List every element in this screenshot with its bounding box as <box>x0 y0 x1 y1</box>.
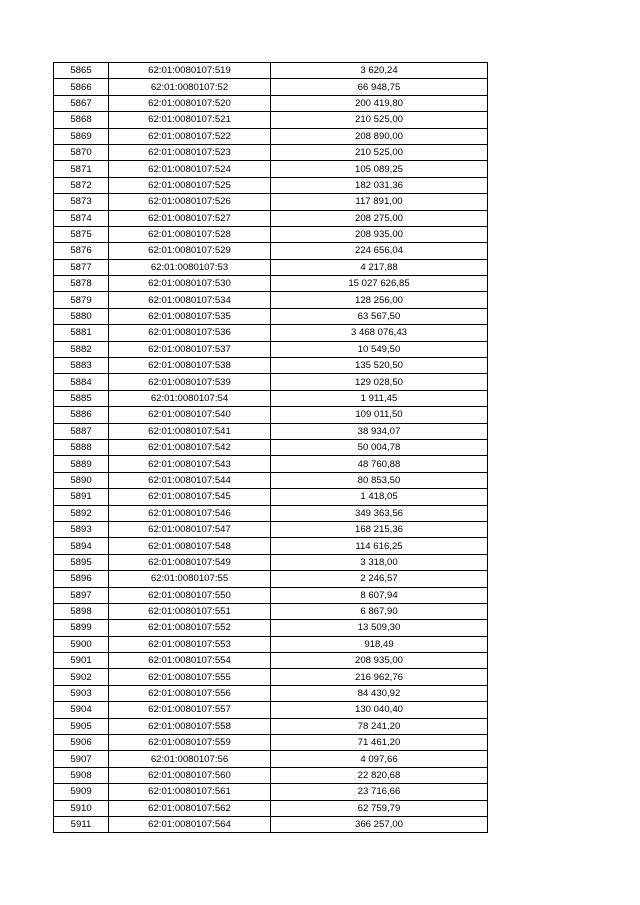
row-number-cell: 5887 <box>54 423 109 439</box>
row-number-cell: 5876 <box>54 243 109 259</box>
cadastral-value-cell: 114 616,25 <box>271 538 488 554</box>
table-row <box>54 751 488 767</box>
table-row <box>54 325 488 341</box>
row-number-cell: 5878 <box>54 276 109 292</box>
table-row <box>54 308 488 324</box>
cadastral-number-cell: 62:01:0080107:520 <box>109 95 271 111</box>
cadastral-value-cell: 366 257,00 <box>271 816 488 832</box>
row-number-cell: 5866 <box>54 79 109 95</box>
row-number-cell: 5865 <box>54 63 109 79</box>
row-number-cell: 5890 <box>54 472 109 488</box>
table-row <box>54 276 488 292</box>
cadastral-number-cell: 62:01:0080107:525 <box>109 177 271 193</box>
cadastral-number-cell: 62:01:0080107:555 <box>109 669 271 685</box>
cadastral-value-cell: 130 040,40 <box>271 702 488 718</box>
cadastral-number-cell: 62:01:0080107:544 <box>109 472 271 488</box>
row-number-cell: 5879 <box>54 292 109 308</box>
cadastral-number-cell: 62:01:0080107:553 <box>109 636 271 652</box>
cadastral-value-cell: 208 890,00 <box>271 128 488 144</box>
table-row <box>54 63 488 79</box>
row-number-cell: 5889 <box>54 456 109 472</box>
table-row <box>54 79 488 95</box>
row-number-cell: 5881 <box>54 325 109 341</box>
cadastral-number-cell: 62:01:0080107:537 <box>109 341 271 357</box>
cadastral-number-cell: 62:01:0080107:549 <box>109 554 271 570</box>
cadastral-number-cell: 62:01:0080107:558 <box>109 718 271 734</box>
table-row <box>54 374 488 390</box>
cadastral-number-cell: 62:01:0080107:523 <box>109 144 271 160</box>
cadastral-value-cell: 71 461,20 <box>271 735 488 751</box>
cadastral-value-cell: 2 246,57 <box>271 571 488 587</box>
table-row <box>54 587 488 603</box>
table-row <box>54 358 488 374</box>
table-row <box>54 456 488 472</box>
table-row <box>54 735 488 751</box>
table-row <box>54 620 488 636</box>
cadastral-value-cell: 80 853,50 <box>271 472 488 488</box>
cadastral-number-cell: 62:01:0080107:54 <box>109 390 271 406</box>
row-number-cell: 5905 <box>54 718 109 734</box>
cadastral-value-cell: 38 934,07 <box>271 423 488 439</box>
cadastral-number-cell: 62:01:0080107:522 <box>109 128 271 144</box>
cadastral-number-cell: 62:01:0080107:536 <box>109 325 271 341</box>
cadastral-number-cell: 62:01:0080107:548 <box>109 538 271 554</box>
row-number-cell: 5891 <box>54 489 109 505</box>
row-number-cell: 5884 <box>54 374 109 390</box>
cadastral-number-cell: 62:01:0080107:540 <box>109 407 271 423</box>
table-row <box>54 259 488 275</box>
cadastral-value-table <box>53 62 488 833</box>
cadastral-number-cell: 62:01:0080107:534 <box>109 292 271 308</box>
row-number-cell: 5906 <box>54 735 109 751</box>
cadastral-value-cell: 22 820,68 <box>271 767 488 783</box>
cadastral-number-cell: 62:01:0080107:521 <box>109 112 271 128</box>
cadastral-number-cell: 62:01:0080107:524 <box>109 161 271 177</box>
row-number-cell: 5895 <box>54 554 109 570</box>
row-number-cell: 5893 <box>54 521 109 537</box>
table-row <box>54 144 488 160</box>
row-number-cell: 5888 <box>54 439 109 455</box>
cadastral-value-cell: 4 097,66 <box>271 751 488 767</box>
cadastral-value-cell: 4 217,88 <box>271 259 488 275</box>
row-number-cell: 5898 <box>54 603 109 619</box>
row-number-cell: 5875 <box>54 226 109 242</box>
cadastral-number-cell: 62:01:0080107:557 <box>109 702 271 718</box>
cadastral-number-cell: 62:01:0080107:547 <box>109 521 271 537</box>
table-row <box>54 702 488 718</box>
cadastral-number-cell: 62:01:0080107:560 <box>109 767 271 783</box>
cadastral-number-cell: 62:01:0080107:527 <box>109 210 271 226</box>
row-number-cell: 5871 <box>54 161 109 177</box>
table-row <box>54 505 488 521</box>
row-number-cell: 5880 <box>54 308 109 324</box>
table-row <box>54 292 488 308</box>
cadastral-value-cell: 109 011,50 <box>271 407 488 423</box>
row-number-cell: 5894 <box>54 538 109 554</box>
cadastral-value-cell: 129 028,50 <box>271 374 488 390</box>
cadastral-number-cell: 62:01:0080107:55 <box>109 571 271 587</box>
cadastral-number-cell: 62:01:0080107:552 <box>109 620 271 636</box>
row-number-cell: 5899 <box>54 620 109 636</box>
row-number-cell: 5908 <box>54 767 109 783</box>
table-row <box>54 784 488 800</box>
row-number-cell: 5882 <box>54 341 109 357</box>
cadastral-value-cell: 15 027 626,85 <box>271 276 488 292</box>
row-number-cell: 5907 <box>54 751 109 767</box>
table-row <box>54 95 488 111</box>
row-number-cell: 5874 <box>54 210 109 226</box>
row-number-cell: 5886 <box>54 407 109 423</box>
cadastral-number-cell: 62:01:0080107:542 <box>109 439 271 455</box>
cadastral-number-cell: 62:01:0080107:529 <box>109 243 271 259</box>
table-row <box>54 554 488 570</box>
cadastral-number-cell: 62:01:0080107:546 <box>109 505 271 521</box>
cadastral-number-cell: 62:01:0080107:530 <box>109 276 271 292</box>
cadastral-value-cell: 8 607,94 <box>271 587 488 603</box>
table-row <box>54 489 488 505</box>
cadastral-value-cell: 182 031,36 <box>271 177 488 193</box>
cadastral-number-cell: 62:01:0080107:556 <box>109 685 271 701</box>
table-row <box>54 653 488 669</box>
table-row <box>54 538 488 554</box>
cadastral-number-cell: 62:01:0080107:550 <box>109 587 271 603</box>
cadastral-value-cell: 23 716,66 <box>271 784 488 800</box>
table-row <box>54 767 488 783</box>
cadastral-value-cell: 117 891,00 <box>271 194 488 210</box>
cadastral-value-cell: 168 215,36 <box>271 521 488 537</box>
table-row <box>54 800 488 816</box>
table-row <box>54 128 488 144</box>
cadastral-number-cell: 62:01:0080107:559 <box>109 735 271 751</box>
cadastral-value-cell: 1 911,45 <box>271 390 488 406</box>
cadastral-number-cell: 62:01:0080107:551 <box>109 603 271 619</box>
table-row <box>54 112 488 128</box>
table-row <box>54 669 488 685</box>
table-row <box>54 571 488 587</box>
table-row <box>54 161 488 177</box>
table-row <box>54 423 488 439</box>
cadastral-value-cell: 50 004,78 <box>271 439 488 455</box>
table-row <box>54 636 488 652</box>
cadastral-number-cell: 62:01:0080107:53 <box>109 259 271 275</box>
table-row <box>54 685 488 701</box>
row-number-cell: 5869 <box>54 128 109 144</box>
cadastral-value-cell: 3 620,24 <box>271 63 488 79</box>
row-number-cell: 5897 <box>54 587 109 603</box>
row-number-cell: 5902 <box>54 669 109 685</box>
cadastral-value-cell: 208 275,00 <box>271 210 488 226</box>
cadastral-value-cell: 128 256,00 <box>271 292 488 308</box>
cadastral-number-cell: 62:01:0080107:564 <box>109 816 271 832</box>
cadastral-number-cell: 62:01:0080107:52 <box>109 79 271 95</box>
row-number-cell: 5911 <box>54 816 109 832</box>
cadastral-value-cell: 6 867,90 <box>271 603 488 619</box>
cadastral-value-cell: 3 318,00 <box>271 554 488 570</box>
cadastral-number-cell: 62:01:0080107:554 <box>109 653 271 669</box>
cadastral-value-cell: 200 419,80 <box>271 95 488 111</box>
cadastral-value-cell: 349 363,56 <box>271 505 488 521</box>
row-number-cell: 5892 <box>54 505 109 521</box>
cadastral-value-cell: 13 509,30 <box>271 620 488 636</box>
row-number-cell: 5883 <box>54 358 109 374</box>
row-number-cell: 5870 <box>54 144 109 160</box>
table-body <box>54 63 488 833</box>
row-number-cell: 5868 <box>54 112 109 128</box>
cadastral-value-cell: 216 962,76 <box>271 669 488 685</box>
table-row <box>54 210 488 226</box>
row-number-cell: 5903 <box>54 685 109 701</box>
cadastral-value-cell: 78 241,20 <box>271 718 488 734</box>
cadastral-number-cell: 62:01:0080107:561 <box>109 784 271 800</box>
cadastral-number-cell: 62:01:0080107:528 <box>109 226 271 242</box>
cadastral-value-cell: 84 430,92 <box>271 685 488 701</box>
cadastral-value-cell: 1 418,05 <box>271 489 488 505</box>
row-number-cell: 5885 <box>54 390 109 406</box>
cadastral-value-cell: 210 525,00 <box>271 112 488 128</box>
table-row <box>54 243 488 259</box>
row-number-cell: 5877 <box>54 259 109 275</box>
cadastral-value-cell: 10 549,50 <box>271 341 488 357</box>
row-number-cell: 5873 <box>54 194 109 210</box>
cadastral-number-cell: 62:01:0080107:535 <box>109 308 271 324</box>
table-row <box>54 472 488 488</box>
table-row <box>54 194 488 210</box>
cadastral-value-cell: 135 520,50 <box>271 358 488 374</box>
cadastral-value-cell: 210 525,00 <box>271 144 488 160</box>
table-row <box>54 226 488 242</box>
table-row <box>54 603 488 619</box>
table-row <box>54 177 488 193</box>
cadastral-value-cell: 208 935,00 <box>271 226 488 242</box>
table-row <box>54 407 488 423</box>
cadastral-number-cell: 62:01:0080107:543 <box>109 456 271 472</box>
table-row <box>54 390 488 406</box>
row-number-cell: 5900 <box>54 636 109 652</box>
cadastral-number-cell: 62:01:0080107:526 <box>109 194 271 210</box>
cadastral-number-cell: 62:01:0080107:541 <box>109 423 271 439</box>
cadastral-number-cell: 62:01:0080107:539 <box>109 374 271 390</box>
cadastral-number-cell: 62:01:0080107:545 <box>109 489 271 505</box>
row-number-cell: 5872 <box>54 177 109 193</box>
cadastral-value-cell: 62 759,79 <box>271 800 488 816</box>
table-row <box>54 341 488 357</box>
table-row <box>54 718 488 734</box>
cadastral-number-cell: 62:01:0080107:538 <box>109 358 271 374</box>
table-row <box>54 521 488 537</box>
row-number-cell: 5896 <box>54 571 109 587</box>
cadastral-value-cell: 66 948,75 <box>271 79 488 95</box>
cadastral-value-cell: 63 567,50 <box>271 308 488 324</box>
row-number-cell: 5909 <box>54 784 109 800</box>
table-row <box>54 439 488 455</box>
cadastral-value-cell: 224 656,04 <box>271 243 488 259</box>
row-number-cell: 5904 <box>54 702 109 718</box>
cadastral-value-cell: 48 760,88 <box>271 456 488 472</box>
cadastral-value-cell: 3 468 076,43 <box>271 325 488 341</box>
cadastral-number-cell: 62:01:0080107:562 <box>109 800 271 816</box>
row-number-cell: 5901 <box>54 653 109 669</box>
row-number-cell: 5867 <box>54 95 109 111</box>
row-number-cell: 5910 <box>54 800 109 816</box>
cadastral-value-cell: 208 935,00 <box>271 653 488 669</box>
cadastral-value-cell: 918,49 <box>271 636 488 652</box>
cadastral-number-cell: 62:01:0080107:56 <box>109 751 271 767</box>
cadastral-number-cell: 62:01:0080107:519 <box>109 63 271 79</box>
table-row <box>54 816 488 832</box>
cadastral-value-cell: 105 089,25 <box>271 161 488 177</box>
